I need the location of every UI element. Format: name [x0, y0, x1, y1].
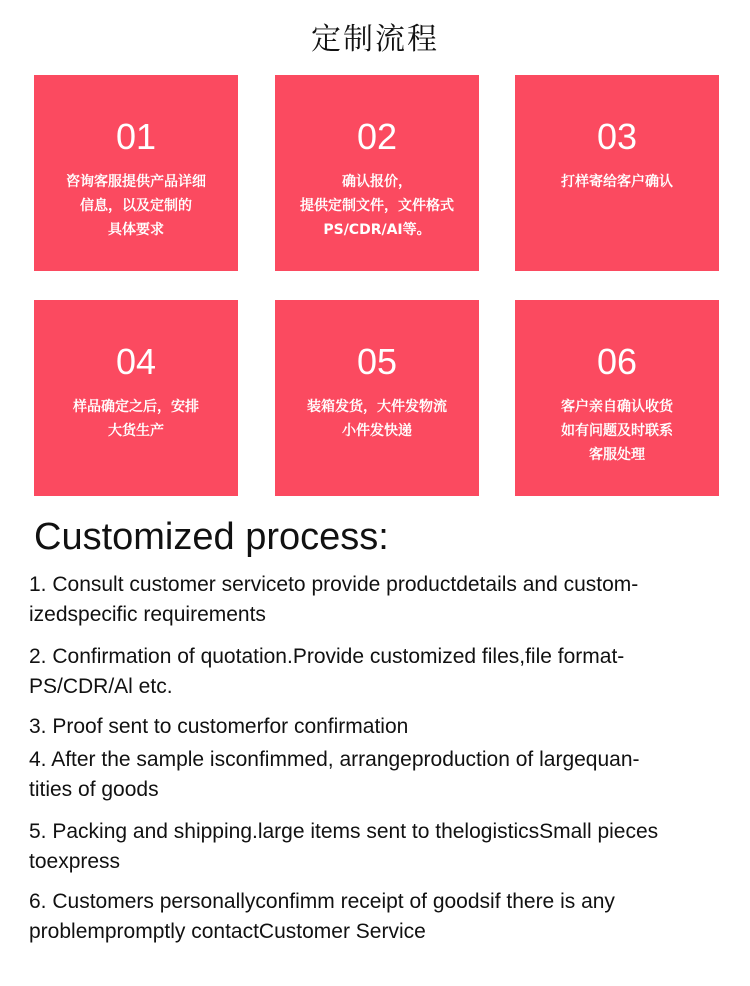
step-number: 03 [596, 116, 638, 157]
process-step-4: 4. After the sample isconfimmed, arrangeproduction of largequan- tities of goods [29, 748, 640, 801]
step-card-03 [515, 75, 719, 271]
step-number: 02 [356, 116, 398, 157]
step-description: 打样寄给客户确认 [561, 174, 673, 190]
step-card-02 [275, 75, 479, 271]
step-description: 装箱发货，大件发物流 小件发快递 [307, 399, 447, 439]
step-number: 05 [356, 341, 398, 382]
process-step-5: 5. Packing and shipping.large items sent to thelogisticsSmall pieces toexpress [29, 820, 659, 873]
step-description: 客户亲自确认收货 如有问题及时联系 客服处理 [561, 399, 673, 463]
process-step-1: 1. Consult customer serviceto provide productdetails and custom- izedspecific requirements [29, 573, 639, 626]
step-card-04 [34, 300, 238, 496]
process-step-3: 3. Proof sent to customerfor confirmation [29, 715, 409, 738]
step-card-06 [515, 300, 719, 496]
step-number: 06 [596, 341, 638, 382]
step-description: 样品确定之后，安排 大货生产 [73, 399, 199, 439]
page-title: 定制流程 [311, 22, 439, 57]
step-card-01 [34, 75, 238, 271]
process-step-2: 2. Confirmation of quotation.Provide customized files,file format- PS/CDR/Al etc. [29, 645, 625, 698]
step-number: 04 [115, 341, 157, 382]
step-description: 咨询客服提供产品详细 信息，以及定制的 具体要求 [66, 174, 206, 238]
step-number: 01 [115, 116, 157, 157]
process-step-6: 6. Customers personallyconfimm receipt of goodsif there is any problempromptly contactCustomer Service [29, 890, 615, 943]
step-card-05 [275, 300, 479, 496]
process-heading: Customized process: [34, 516, 389, 558]
step-description: 确认报价， 提供定制文件，文件格式 PS/CDR/AI等。 [300, 174, 454, 238]
